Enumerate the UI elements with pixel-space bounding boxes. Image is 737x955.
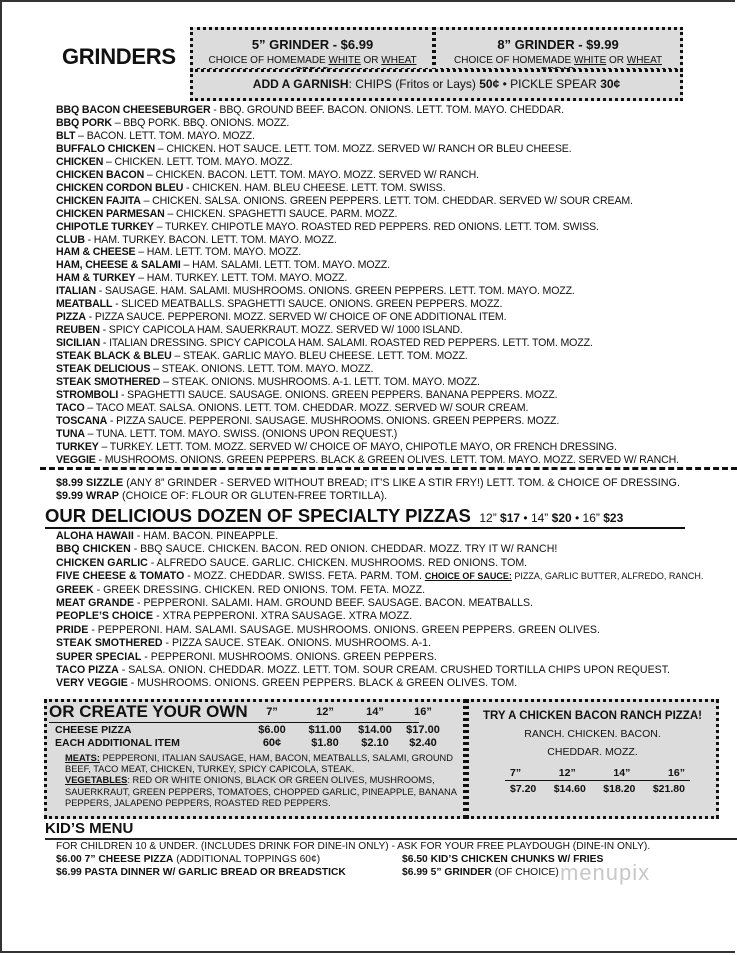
cbr-prices: [505, 781, 690, 795]
bread-wheat: WHEAT: [626, 55, 662, 66]
grinder-name: BBQ PORK: [56, 116, 112, 129]
bread-white: WHITE: [574, 55, 607, 66]
grinder-item: [56, 285, 679, 298]
chicken-bacon-ranch-box: [466, 699, 719, 819]
grinder-name: TURKEY: [56, 440, 99, 453]
grinder-desc: – CHICKEN. LETT. TOM. MAYO. MOZZ.: [103, 155, 293, 168]
grinder-desc: – HAM. SALAMI. LETT. TOM. MAYO. MOZZ.: [180, 259, 390, 272]
cbr-size: 7”: [510, 767, 522, 779]
kids-item-name: $6.50 KID’S CHICKEN CHUNKS W/ FRIES: [402, 854, 604, 865]
grinder-desc: - BBQ. GROUND BEEF. BACON. ONIONS. LETT. TOM. MAYO. CHEDDAR.: [210, 104, 564, 116]
cbr-price: $18.20: [603, 783, 636, 795]
pizza-name: SUPER SPECIAL: [56, 650, 142, 663]
pizza-name: GREEK: [56, 583, 94, 596]
specialty-pizza-item: [56, 664, 703, 677]
pizza-desc: - PEPPERONI. MUSHROOMS. ONIONS. GREEN PEPPERS.: [141, 650, 437, 663]
bread-or: OR: [606, 55, 627, 66]
grinder-desc: - PIZZA SAUCE. PEPPERONI. SAUSAGE. MUSHROOMS. ONIONS. GREEN PEPPERS. MOZZ.: [107, 414, 560, 427]
grinder-desc: – HAM. TURKEY. LETT. TOM. MAYO. MOZZ.: [135, 272, 348, 285]
grinder-item: [56, 428, 679, 441]
grinder-desc: – TACO MEAT. SALSA. ONIONS. LETT. TOM. CHEDDAR. MOZZ. SERVED W/ SOUR CREAM.: [84, 401, 529, 414]
pizza-name: PEOPLE’S CHOICE: [56, 610, 154, 623]
kids-item-name: $6.99 PASTA DINNER W/ GARLIC BREAD OR BREADSTICK: [56, 867, 346, 878]
grinder-name: ITALIAN: [56, 285, 96, 298]
cyo-price: 60¢: [262, 737, 282, 749]
grinder-desc: – CHICKEN. BACON. LETT. TOM. MAYO. MOZZ. SERVED W/ RANCH.: [144, 168, 479, 181]
grinder-item: [56, 246, 679, 259]
cbr-price: $7.20: [510, 783, 537, 795]
grinder-desc: - ITALIAN DRESSING. SPICY CAPICOLA HAM. SALAMI. ROASTED RED PEPPERS. LETT. TOM. MOZZ.: [100, 337, 593, 350]
wrap-item: [56, 490, 680, 503]
specialty-pizza-item: [56, 543, 703, 556]
pizza-name: VERY VEGGIE: [56, 677, 128, 690]
garnish-pickle-price: 30¢: [600, 77, 621, 91]
grinder-item: [56, 182, 679, 195]
cbr-size: 16”: [668, 767, 685, 779]
grinder-desc: – CHICKEN. SALSA. ONIONS. GREEN PEPPERS. LETT. TOM. CHEDDAR. SERVED W/ SOUR CREAM.: [140, 194, 633, 207]
grinder-8in-box: [433, 27, 683, 71]
cyo-title: OR CREATE YOUR OWN: [49, 702, 248, 721]
grinder-name: PIZZA: [56, 311, 86, 324]
specialty-pizza-item: [56, 637, 703, 650]
pizza-desc: - PEPPERONI. SALAMI. HAM. GROUND BEEF. SAUSAGE. BACON. MEATBALLS.: [134, 597, 534, 610]
cyo-meats: [65, 753, 463, 775]
grinder-desc: – BACON. LETT. TOM. MAYO. MOZZ.: [75, 129, 255, 142]
cyo-size-7: 7”: [266, 706, 278, 718]
grinder-item: [56, 104, 679, 117]
specialty-sizes: [476, 511, 623, 525]
cbr-price: $21.80: [652, 783, 685, 795]
grinder-8in-title: 8” GRINDER - $9.99: [497, 37, 619, 52]
grinder-item: [56, 441, 679, 454]
sauce-label: CHOICE OF SAUCE:: [424, 571, 512, 582]
bread-wheat: WHEAT: [381, 55, 417, 66]
grinders-heading: GRINDERS: [62, 44, 176, 69]
grinder-desc: - HAM. TURKEY. BACON. LETT. TOM. MAYO. MOZZ.: [84, 233, 337, 246]
sizzle-wrap-section: [56, 477, 680, 503]
cyo-cheese-label: CHEESE PIZZA: [55, 724, 132, 736]
grinder-name: HAM & TURKEY: [56, 272, 136, 285]
cbr-sizes: [505, 767, 690, 781]
grinder-desc: – TUNA. LETT. TOM. MAYO. SWISS. (ONIONS UPON REQUEST.): [84, 427, 398, 440]
meats-label: MEATS:: [65, 753, 100, 763]
pizza-name: MEAT GRANDE: [56, 597, 135, 610]
veg-label: VEGETABLES: [65, 775, 128, 786]
grinder-name: TACO: [56, 401, 85, 414]
grinder-name: HAM, CHEESE & SALAMI: [56, 259, 181, 272]
grinder-name: HAM & CHEESE: [56, 246, 136, 259]
cyo-price: $2.10: [361, 737, 389, 749]
grinder-item: [56, 415, 679, 428]
grinder-desc: - PIZZA SAUCE. PEPPERONI. MOZZ. SERVED W/ CHOICE OF ONE ADDITIONAL ITEM.: [85, 311, 507, 324]
meats-list: PEPPERONI, ITALIAN SAUSAGE, HAM, BACON, MEATBALLS, SALAMI, GROUND BEEF, TACO MEAT, CHICKEN, TURKEY, SPICY CAPICOLA, STEAK.: [65, 753, 453, 775]
grinder-desc: – HAM. LETT. TOM. MAYO. MOZZ.: [135, 246, 302, 259]
grinder-desc: – STEAK. GARLIC MAYO. BLEU CHEESE. LETT. TOM. MOZZ.: [171, 350, 468, 363]
grinder-name: CHICKEN BACON: [56, 168, 145, 181]
grinder-item: [56, 169, 679, 182]
cyo-vegetables: [65, 775, 463, 809]
grinder-desc: – STEAK. ONIONS. MUSHROOMS. A-1. LETT. TOM. MAYO. MOZZ.: [160, 376, 480, 389]
pizza-desc: - SALSA. ONION. CHEDDAR. MOZZ. LETT. TOM. SOUR CREAM. CRUSHED TORTILLA CHIPS UPON REQUEST.: [118, 664, 670, 677]
sizzle-desc: (ANY 8” GRINDER - SERVED WITHOUT BREAD; IT’S LIKE A STIR FRY!) LETT. TOM. & CHOICE OF DRESSING.: [123, 477, 680, 489]
pizza-name: CHICKEN GARLIC: [56, 556, 148, 569]
grinder-item: [56, 221, 679, 234]
grinder-item: [56, 234, 679, 247]
bread-prefix: CHOICE OF HOMEMADE: [208, 55, 329, 66]
grinder-item: [56, 130, 679, 143]
garnish-pickle: • PICKLE SPEAR: [499, 77, 601, 91]
price-12: $17: [500, 511, 521, 525]
cyo-size-14: 14”: [366, 706, 384, 718]
grinder-name: STEAK BLACK & BLEU: [56, 350, 172, 363]
grinder-name: MEATBALL: [56, 298, 113, 311]
grinder-desc: – CHICKEN. SPAGHETTI SAUCE. PARM. MOZZ.: [164, 207, 398, 220]
grinder-list: [56, 104, 679, 467]
kids-description: FOR CHILDREN 10 & UNDER. (INCLUDES DRINK FOR DINE-IN ONLY) - ASK FOR YOUR FREE PLAYDOUGH (DINE-IN ONLY).: [56, 841, 651, 852]
size-14: 14”: [530, 511, 549, 525]
watermark: menupix: [560, 860, 651, 885]
cyo-size-12: 12”: [316, 706, 334, 718]
cbr-size: 12”: [558, 767, 576, 779]
pizza-desc: - ALFREDO SAUCE. GARLIC. CHICKEN. MUSHROOMS. RED ONIONS. TOM.: [147, 556, 528, 569]
grinder-name: CHIPOTLE TURKEY: [56, 220, 154, 233]
pizza-desc: - HAM. BACON. PINEAPPLE.: [133, 530, 279, 542]
cbr-price: $14.60: [553, 783, 586, 795]
garnish-chips-price: 50¢: [479, 77, 500, 91]
grinder-item: [56, 259, 679, 272]
grinder-desc: - SPAGHETTI SAUCE. SAUSAGE. ONIONS. GREEN PEPPERS. BANANA PEPPERS. MOZZ.: [118, 388, 558, 401]
size-16: 16”: [582, 511, 600, 525]
pizza-name: ALOHA HAWAII: [56, 530, 134, 542]
grinder-name: CHICKEN PARMESAN: [56, 207, 165, 220]
kids-item-name: $6.00 7” CHEESE PIZZA: [56, 854, 174, 865]
pizza-desc: - BBQ SAUCE. CHICKEN. BACON. RED ONION. CHEDDAR. MOZZ. TRY IT W/ RANCH!: [130, 543, 558, 556]
kids-item: [56, 867, 346, 878]
cyo-price: $14.00: [358, 724, 392, 736]
cbr-title: TRY A CHICKEN BACON RANCH PIZZA!: [483, 710, 702, 722]
grinder-desc: – BBQ PORK. BBQ. ONIONS. MOZZ.: [111, 116, 290, 129]
specialty-pizza-list: [56, 530, 703, 691]
cyo-toppings: [65, 753, 463, 809]
specialty-pizza-item: [56, 597, 703, 610]
grinder-name: CLUB: [56, 233, 85, 246]
grinder-desc: – TURKEY. CHIPOTLE MAYO. ROASTED RED PEPPERS. RED ONIONS. LETT. TOM. SWISS.: [153, 220, 599, 233]
specialty-pizza-item: [56, 677, 703, 690]
grinder-name: CHICKEN: [56, 155, 104, 168]
grinder-item: [56, 143, 679, 156]
veg-list: : RED OR WHITE ONIONS, BLACK OR GREEN OLIVES, MUSHROOMS, SAUERKRAUT, GREEN PEPPERS, TOMATOES, CHOPPED GARLIC, PINEAPPLE, BANANA PEPPERS, JALAPENO PEPPERS, ROASTED RED PEPPERS.: [65, 775, 457, 808]
kids-item-note: (ADDITIONAL TOPPINGS 60¢): [173, 854, 321, 865]
pizza-desc: - GREEK DRESSING. CHICKEN. RED ONIONS. TOM. FETA. MOZZ.: [93, 583, 426, 596]
cyo-price: $17.00: [406, 724, 440, 736]
bread-white: WHITE: [328, 55, 361, 66]
price-16: $23: [603, 511, 624, 525]
grinder-name: SICILIAN: [56, 337, 101, 350]
bread-prefix: CHOICE OF HOMEMADE: [454, 55, 575, 66]
grinder-desc: – STEAK. ONIONS. LETT. TOM. MAYO. MOZZ.: [150, 363, 374, 376]
cyo-size-16: 16”: [414, 706, 432, 718]
specialty-pizza-item: [56, 570, 703, 583]
sauce-choice: [425, 571, 704, 581]
dashed-divider: [40, 467, 737, 470]
sizzle-name: $8.99 SIZZLE: [56, 477, 124, 489]
cyo-additional-label: EACH ADDITIONAL ITEM: [55, 737, 180, 749]
cyo-price: $11.00: [308, 724, 342, 736]
grinder-name: BUFFALO CHICKEN: [56, 142, 155, 155]
grinder-item: [56, 156, 679, 169]
grinder-item: [56, 402, 679, 415]
kids-item-name: $6.99 5” GRINDER: [402, 867, 492, 878]
pizza-name: PRIDE: [56, 623, 89, 636]
grinder-name: TOSCANA: [56, 414, 108, 427]
pizza-desc: - PIZZA SAUCE. STEAK. ONIONS. MUSHROOMS. A-1.: [162, 637, 431, 650]
price-14: $20: [551, 511, 572, 525]
specialty-pizza-item: [56, 584, 703, 597]
garnish-label: ADD A GARNISH: [252, 77, 349, 91]
grinder-name: CHICKEN FAJITA: [56, 194, 141, 207]
cbr-line1: RANCH. CHICKEN. BACON.: [524, 728, 661, 740]
grinder-item: [56, 195, 679, 208]
grinder-desc: - SLICED MEATBALLS. SPAGHETTI SAUCE. ONIONS. GREEN PEPPERS. MOZZ.: [112, 298, 503, 311]
sauce-options: PIZZA, GARLIC BUTTER, ALFREDO, RANCH.: [511, 571, 704, 582]
grinder-name: REUBEN: [56, 324, 100, 337]
cyo-price: $1.80: [311, 737, 339, 749]
grinder-name: BLT: [56, 129, 76, 142]
grinder-name: STEAK DELICIOUS: [56, 363, 151, 376]
grinder-item: [56, 363, 679, 376]
specialty-pizzas-heading: [45, 505, 685, 529]
kids-item-note: (OF CHOICE): [491, 867, 559, 878]
cbr-price-table: [505, 767, 690, 795]
grinder-desc: - SAUSAGE. HAM. SALAMI. MUSHROOMS. ONIONS. GREEN PEPPERS. LETT. TOM. MAYO. MOZZ.: [95, 285, 575, 298]
specialty-pizza-item: [56, 530, 703, 543]
pizza-name: TACO PIZZA: [56, 664, 119, 677]
pizza-desc: - MOZZ. CHEDDAR. SWISS. FETA. PARM. TOM.: [184, 570, 425, 583]
grinder-name: TUNA: [56, 427, 85, 440]
grinder-desc: - MUSHROOMS. ONIONS. GREEN PEPPERS. BLACK & GREEN OLIVES. LETT. TOM. MAYO. MOZZ. SERVED W/ RANCH.: [95, 453, 679, 466]
specialty-pizza-item: [56, 624, 703, 637]
kids-menu-heading: KID’S MENU: [45, 820, 737, 840]
pizza-name: BBQ CHICKEN: [56, 543, 131, 556]
grinder-item: [56, 208, 679, 221]
kids-item: [56, 854, 320, 865]
specialty-pizza-item: [56, 610, 703, 623]
pizza-desc: - PEPPERONI. HAM. SALAMI. SAUSAGE. MUSHROOMS. ONIONS. GREEN PEPPERS. GREEN OLIVES.: [88, 623, 600, 636]
grinder-5in-box: [190, 27, 435, 71]
cyo-price: $2.40: [409, 737, 437, 749]
garnish-chips: : CHIPS (Fritos or Lays): [348, 77, 480, 91]
grinder-item: [56, 117, 679, 130]
grinder-item: [56, 454, 679, 467]
specialty-title: OUR DELICIOUS DOZEN OF SPECIALTY PIZZAS: [45, 505, 471, 526]
pizza-desc: - MUSHROOMS. ONIONS. GREEN PEPPERS. BLACK & GREEN OLIVES. TOM.: [127, 677, 518, 690]
grinder-name: BBQ BACON CHEESEBURGER: [56, 104, 211, 116]
grinder-name: STROMBOLI: [56, 388, 119, 401]
specialty-pizza-item: [56, 651, 703, 664]
cbr-line2: CHEDDAR. MOZZ.: [547, 746, 638, 758]
cyo-price: $6.00: [258, 724, 286, 736]
grinder-name: VEGGIE: [56, 453, 96, 466]
grinder-item: [56, 337, 679, 350]
grinder-5in-title: 5” GRINDER - $6.99: [251, 37, 374, 52]
grinder-item: [56, 376, 679, 389]
grinder-desc: – CHICKEN. HOT SAUCE. LETT. TOM. MOZZ. SERVED W/ RANCH OR BLEU CHEESE.: [154, 142, 572, 155]
size-sep: •: [520, 511, 531, 525]
grinder-name: STEAK SMOTHERED: [56, 376, 161, 389]
garnish-box: [190, 69, 683, 101]
pizza-name: STEAK SMOTHERED: [56, 637, 163, 650]
grinder-desc: - CHICKEN. HAM. BLEU CHEESE. LETT. TOM. SWISS.: [183, 181, 446, 194]
grinder-item: [56, 324, 679, 337]
grinder-name: CHICKEN CORDON BLEU: [56, 181, 184, 194]
grinder-item: [56, 311, 679, 324]
grinder-desc: - SPICY CAPICOLA HAM. SAUERKRAUT. MOZZ. SERVED W/ 1000 ISLAND.: [99, 324, 463, 337]
size-12: 12”: [479, 511, 497, 525]
specialty-pizza-item: [56, 557, 703, 570]
create-your-own-box: [44, 699, 466, 819]
sizzle-item: [56, 477, 680, 490]
pizza-name: FIVE CHEESE & TOMATO: [56, 570, 185, 583]
grinder-item: [56, 389, 679, 402]
bread-or: OR: [360, 55, 382, 66]
grinder-item: [56, 350, 679, 363]
wrap-name: $9.99 WRAP: [56, 490, 120, 502]
grinder-desc: – TURKEY. LETT. TOM. MOZZ. SERVED W/ CHOICE OF MAYO, CHIPOTLE MAYO, OR FRENCH DRESSING.: [98, 440, 617, 453]
kids-item: [402, 867, 559, 878]
grinder-item: [56, 272, 679, 285]
pizza-desc: - XTRA PEPPERONI. XTRA SAUSAGE. XTRA MOZZ.: [153, 610, 413, 623]
size-sep: •: [571, 511, 583, 525]
wrap-desc: (CHOICE OF: FLOUR OR GLUTEN-FREE TORTILLA).: [119, 490, 388, 502]
cbr-size: 14”: [613, 767, 631, 779]
grinder-item: [56, 298, 679, 311]
